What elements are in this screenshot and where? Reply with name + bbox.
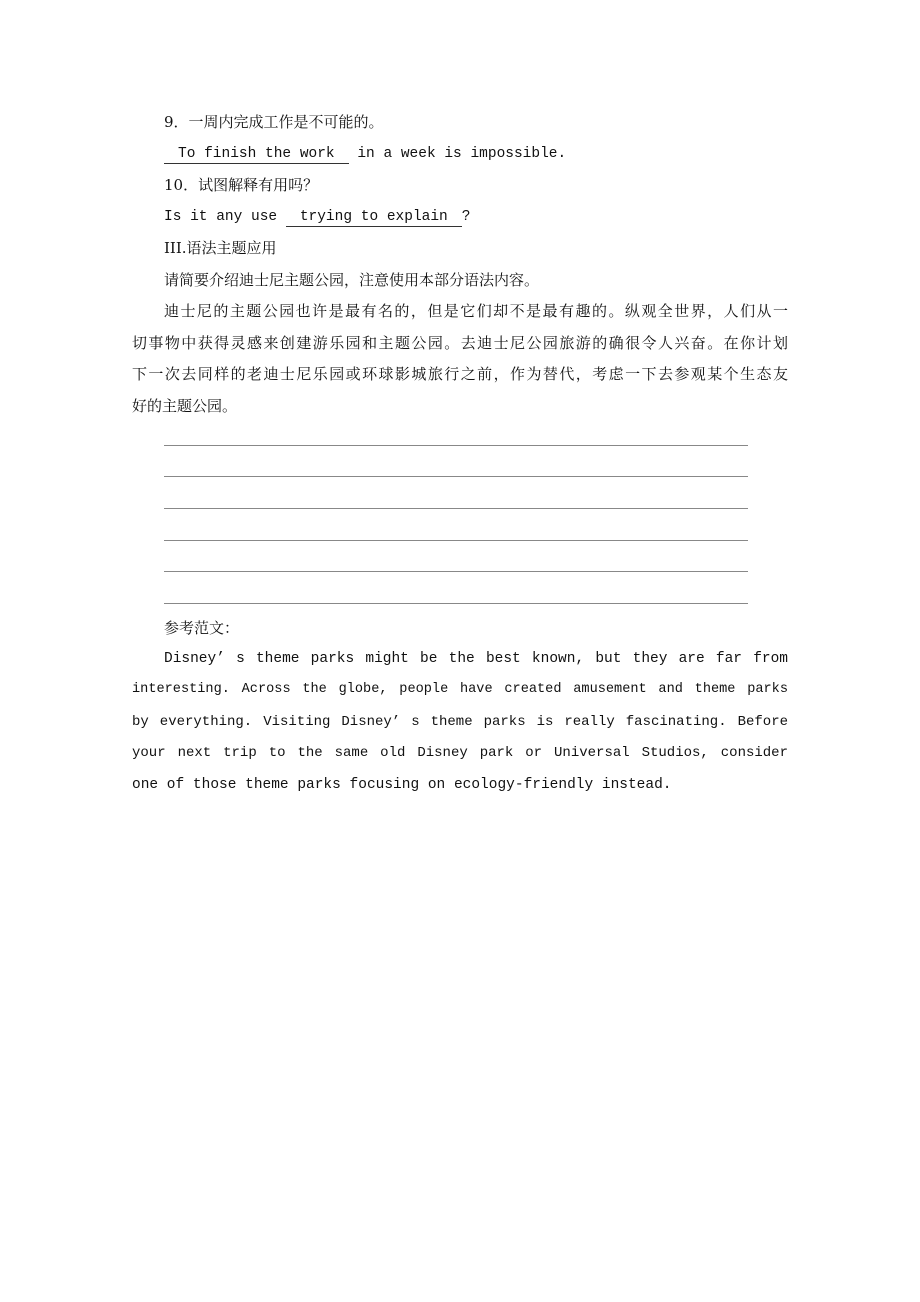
writing-line — [164, 445, 748, 446]
writing-line — [164, 508, 748, 509]
essay-line: one of those theme parks focusing on ecology-friendly instead. — [132, 777, 672, 793]
essay-line: your next trip to the same old Disney park or Universal Studios, consider — [132, 745, 788, 761]
chinese-paragraph-line: 切事物中获得灵感来创建游乐园和主题公园。去迪士尼公园旅游的确很令人兴奋。在你计划 — [132, 334, 788, 352]
question-9-sentence — [164, 144, 566, 164]
question-10-prompt: 10．试图解释有用吗？ — [164, 176, 319, 194]
question-9-prompt: 9．一周内完成工作是不可能的。 — [164, 113, 384, 131]
chinese-paragraph-line: 迪士尼的主题公园也许是最有名的，但是它们却不是最有趣的。纵观全世界，人们从一 — [164, 302, 788, 320]
writing-line — [164, 540, 748, 541]
question-10-answer: trying to explain — [286, 209, 462, 227]
question-9-rest: in a week is impossible. — [357, 146, 567, 162]
question-10-sentence — [164, 207, 470, 227]
writing-line — [164, 476, 748, 477]
section-heading: III.语法主题应用 — [164, 239, 277, 257]
writing-line — [164, 571, 748, 572]
chinese-paragraph-line: 好的主题公园。 — [132, 397, 238, 415]
question-9-answer: To finish the work — [164, 146, 349, 164]
section-instruction: 请简要介绍迪士尼主题公园，注意使用本部分语法内容。 — [164, 271, 540, 289]
question-10-end: ? — [461, 209, 471, 225]
essay-line: by everything. Visiting Disney’ s theme parks is really fascinating. Before — [132, 714, 788, 730]
essay-line: Disney’ s theme parks might be the best known, but they are far from — [164, 651, 788, 667]
essay-line: interesting. Across the globe, people have created amusement and theme parks — [132, 682, 788, 697]
writing-line — [164, 603, 748, 604]
chinese-paragraph-line: 下一次去同样的老迪士尼乐园或环球影城旅行之前，作为替代，考虑一下去参观某个生态友 — [132, 365, 788, 383]
sample-label: 参考范文： — [164, 619, 240, 637]
question-10-lead: Is it any use — [164, 209, 278, 225]
